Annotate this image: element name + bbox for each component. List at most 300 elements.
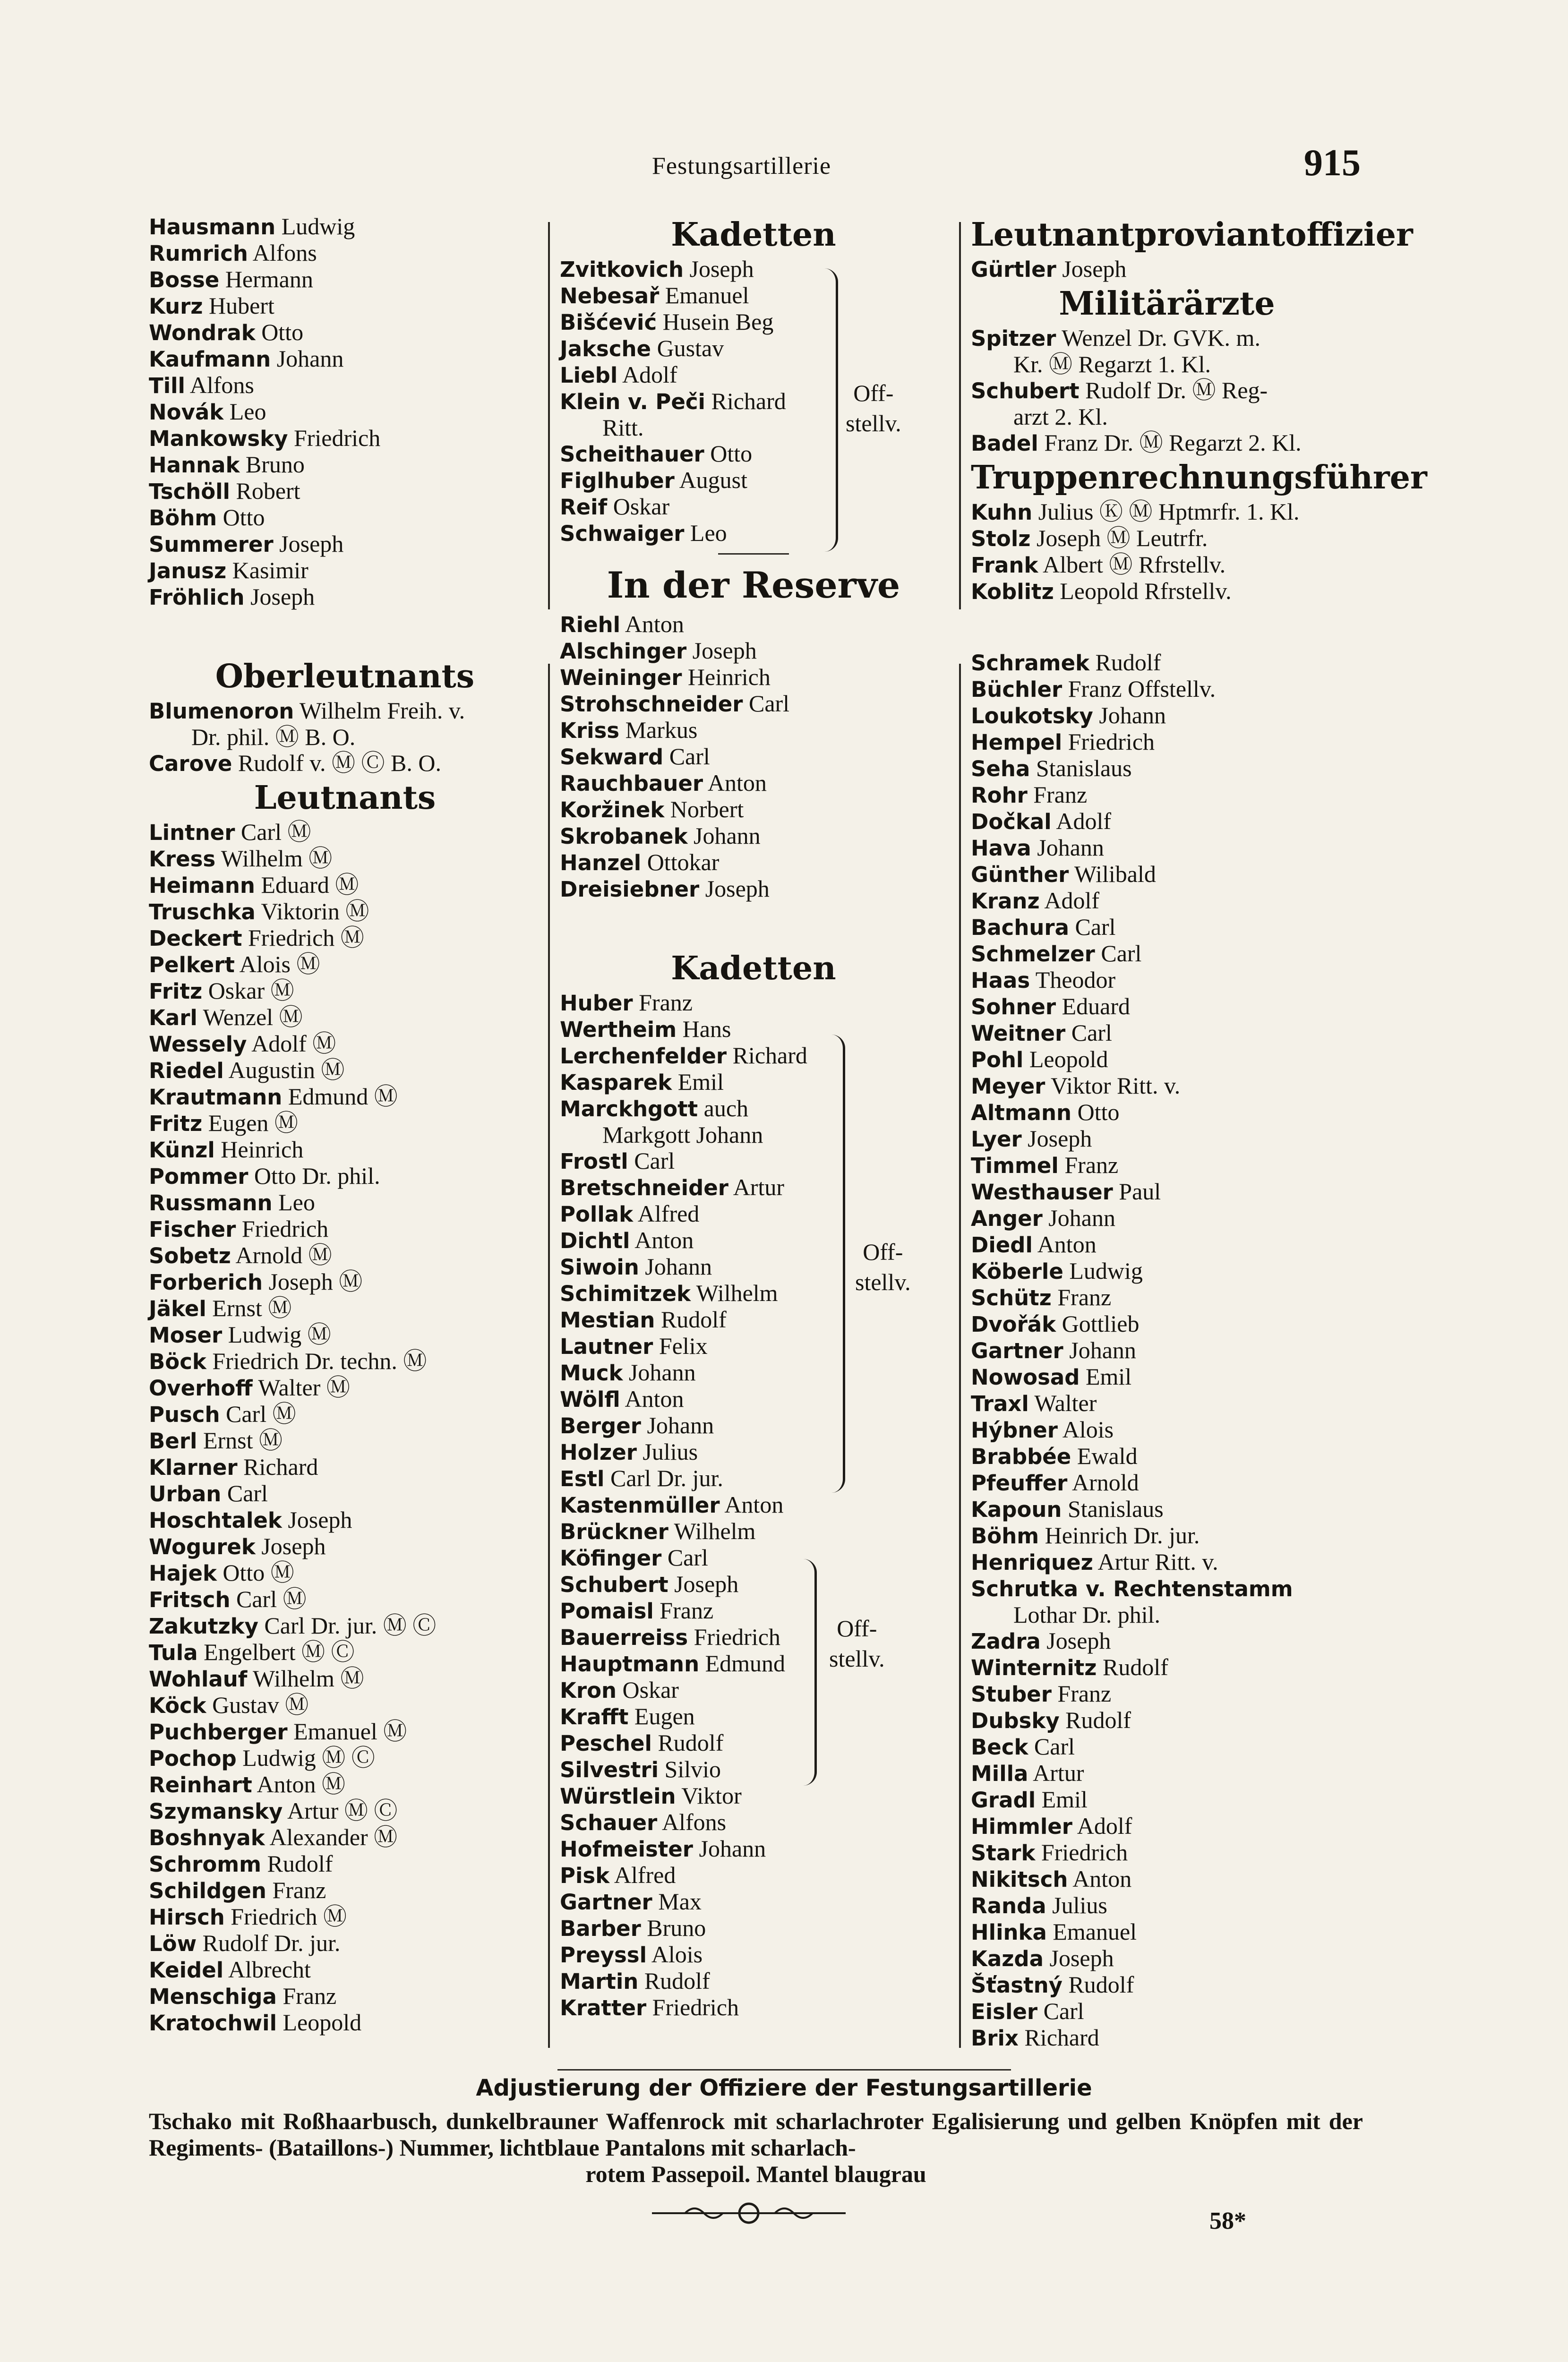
given-name-and-notes: Augustin Ⓜ [228,1057,345,1083]
list-item [560,1016,947,1043]
list-item [971,1919,1363,1945]
surname: Fritz [149,979,203,1004]
surname: Pisk [560,1863,610,1888]
surname: Haas [971,968,1030,993]
surname: Reif [560,495,608,520]
given-name-and-notes: Wilhelm [674,1518,756,1544]
surname: Reinhart [149,1772,252,1797]
section-heading-oberleutnants: Oberleutnants [215,658,475,695]
given-name-and-notes: Carl [667,1544,708,1571]
surname: Bosse [149,267,220,292]
list-item [971,1364,1363,1390]
surname: Lerchenfelder [560,1044,727,1069]
given-name-and-notes: Rudolf [1065,1707,1131,1733]
list-item [971,1258,1363,1284]
bracket-label-3: Off- stellv. [829,1615,885,1672]
given-name-and-notes: Joseph [250,583,315,610]
list-item [149,1639,541,1666]
given-name-and-notes: Anton [625,611,684,637]
list-item [971,430,1363,456]
list-item [560,849,947,876]
surname: Barber [560,1916,641,1941]
list-item [149,951,541,978]
list-item [149,425,541,452]
surname: Himmler [971,1814,1073,1839]
list-item [560,1889,947,1915]
surname: Schauer [560,1810,658,1835]
list-item [971,1549,1363,1575]
given-name-and-notes: Ludwig [281,213,355,240]
surname: Pelkert [149,952,235,977]
list-item [560,1730,947,1756]
given-name-and-notes: Engelbert Ⓜ Ⓒ [204,1639,355,1665]
surname: Hajek [149,1561,217,1586]
surname: Rohr [971,783,1028,808]
given-name-and-notes: Wilhelm Freih. v. [299,697,465,724]
list-item [971,1337,1363,1364]
surname: Hlinka [971,1920,1047,1945]
list-item [971,888,1363,914]
list-item [971,1046,1363,1073]
leutnants-list [149,819,541,2036]
list-item [971,1390,1363,1417]
surname: Kazda [971,1946,1044,1971]
surname: Kratochwil [149,2011,277,2036]
list-item [149,872,541,899]
given-name-and-notes: Viktor [681,1782,742,1809]
given-name-and-notes: Alfons [189,372,254,398]
list-item [149,1031,541,1057]
given-name-and-notes: Julius [1052,1892,1107,1918]
list-item [149,1137,541,1163]
list-item [971,861,1363,888]
surname: Tschöll [149,479,230,504]
surname: Strohschneider [560,692,743,717]
surname: Wogurek [149,1534,256,1559]
section-heading-reserve: In der Reserve [607,564,900,606]
list-item [560,1994,947,2021]
column-2 [560,214,947,2021]
surname: Hanzel [560,850,642,875]
given-name-and-notes: Friedrich [694,1624,780,1650]
given-name-and-notes: Adolf Ⓜ [251,1030,336,1057]
surname: Kress [149,847,216,872]
given-name-and-notes: Emil [677,1069,724,1095]
surname: Böck [149,1349,206,1374]
list-item [149,925,541,951]
given-name-and-notes: Ewald [1077,1443,1138,1469]
given-name-and-notes: Carl Ⓜ [240,819,311,845]
given-name-and-notes: Richard [732,1042,807,1069]
given-name-and-notes: Leo [229,398,266,425]
surname: Badel [971,431,1038,456]
given-name-and-notes: Franz [272,1877,326,1903]
list-item [971,404,1363,430]
surname: Weininger [560,665,682,690]
given-name-and-notes: Kr. Ⓜ Regarzt 1. Kl. [1013,351,1211,377]
list-item [971,808,1363,835]
given-name-and-notes: Anton [1037,1231,1097,1258]
list-item [149,1454,541,1481]
surname: Künzl [149,1138,215,1163]
surname: Eisler [971,1999,1038,2024]
section-heading-leutnants: Leutnants [254,779,436,817]
list-item [560,1942,947,1968]
surname: Köck [149,1693,206,1718]
hauptleute-list [149,214,541,610]
given-name-and-notes: Johann [1069,1337,1136,1363]
surname: Randa [971,1893,1046,1918]
surname: Pomaisl [560,1599,654,1624]
given-name-and-notes: Friedrich [1068,728,1155,755]
given-name-and-notes: Joseph [689,256,754,282]
given-name-and-notes: Friedrich [293,425,381,451]
bracket-label-1: Off- stellv. [846,380,901,436]
surname: Traxl [971,1391,1029,1416]
list-item [560,1386,947,1412]
list-item [560,1201,947,1227]
given-name-and-notes: Gottlieb [1062,1310,1140,1337]
given-name-and-notes: Albrecht [228,1956,311,1983]
kadetten-reserve-list [560,990,947,2021]
given-name-and-notes: Franz [283,1983,337,2009]
surname: Nebesař [560,283,660,308]
given-name-and-notes: Ludwig [1069,1258,1143,1284]
surname: Gartner [560,1890,652,1915]
list-item [560,664,947,691]
list-item [971,1840,1363,1866]
surname: Wertheim [560,1017,677,1042]
given-name-and-notes: Hubert [209,292,274,319]
given-name-and-notes: Richard [711,388,786,414]
list-item [971,650,1363,676]
given-name-and-notes: Carl [1034,1733,1075,1760]
given-name-and-notes: Franz [639,989,693,1016]
list-item [971,755,1363,782]
surname: Fischer [149,1217,236,1242]
surname: Menschiga [149,1984,277,2009]
list-item [560,1624,947,1651]
given-name-and-notes: Oskar [622,1677,679,1703]
given-name-and-notes: Arnold [1072,1469,1139,1496]
surname: Pusch [149,1402,220,1427]
surname: Karl [149,1005,197,1030]
list-item [971,702,1363,729]
surname: Brix [971,2026,1019,2051]
list-item [149,1269,541,1295]
surname: Loukotsky [971,703,1093,728]
footer-title: Adjustierung der Offiziere der Festungsartillerie [476,2075,1092,2101]
given-name-and-notes: Rudolf [267,1850,333,1877]
surname: Hoschtalek [149,1508,282,1533]
given-name-and-notes: Friedrich [652,1994,739,2020]
list-item [149,1348,541,1375]
surname: Stuber [971,1682,1052,1707]
surname: Kranz [971,889,1040,914]
surname: Wölfl [560,1387,620,1412]
list-item [560,876,947,902]
given-name-and-notes: Markgott Johann [602,1121,763,1148]
list-item [149,214,541,240]
list-item [149,1851,541,1877]
given-name-and-notes: Kasimir [232,557,308,583]
list-item [971,1813,1363,1840]
given-name-and-notes: Felix [659,1333,708,1359]
list-item [560,1492,947,1518]
given-name-and-notes: Carl [227,1480,268,1506]
given-name-and-notes: Walter [1034,1390,1097,1416]
list-item [149,1375,541,1401]
given-name-and-notes: Franz Dr. Ⓜ Regarzt 2. Kl. [1044,429,1302,456]
list-item [971,351,1363,377]
given-name-and-notes: Franz [1057,1284,1112,1310]
running-header: Festungsartillerie [652,153,831,180]
list-item [971,1681,1363,1707]
proviant-list [971,256,1363,282]
list-item [971,525,1363,552]
surname: Schubert [971,378,1080,403]
surname: Sobetz [149,1243,231,1268]
surname: Fritsch [149,1587,231,1612]
given-name-and-notes: Otto [261,319,304,345]
list-item [560,1677,947,1703]
surname: Zakutzky [149,1614,258,1639]
given-name-and-notes: Emil [1041,1786,1088,1813]
given-name-and-notes: Adolf [622,361,677,388]
given-name-and-notes: Hermann [225,266,313,292]
given-name-and-notes: Lothar Dr. phil. [1013,1601,1161,1628]
list-item [560,691,947,717]
given-name-and-notes: Carl [748,690,790,717]
surname: Frank [971,553,1038,578]
surname: Koblitz [971,579,1054,604]
list-item [560,990,947,1016]
list-item [560,1571,947,1598]
list-item [149,1666,541,1692]
list-item [971,1126,1363,1152]
surname: Blumenoron [149,699,294,724]
list-item [149,1481,541,1507]
surname: Kratter [560,1995,647,2020]
surname: Gradl [971,1788,1036,1813]
list-item [971,1945,1363,1972]
surname: Schmelzer [971,941,1095,967]
surname: Heimann [149,873,255,898]
given-name-and-notes: Otto [710,440,753,467]
given-name-and-notes: Viktor Ritt. v. [1050,1072,1181,1099]
list-item [149,724,541,750]
list-item [560,1651,947,1677]
given-name-and-notes: Rudolf [658,1729,724,1756]
surname: Böhm [149,505,217,531]
list-item [149,1560,541,1586]
list-item [149,1719,541,1745]
list-item [560,335,947,362]
list-item [149,372,541,399]
given-name-and-notes: Otto Dr. phil. [254,1163,380,1189]
surname: Kaufmann [149,347,271,372]
given-name-and-notes: Anton [724,1491,784,1518]
surname: Schütz [971,1285,1052,1310]
given-name-and-notes: Joseph [1028,1125,1092,1152]
list-item [971,1152,1363,1179]
given-name-and-notes: Rudolf [1068,1971,1134,1998]
list-item [149,1242,541,1269]
given-name-and-notes: Silvio [664,1756,721,1782]
given-name-and-notes: Joseph [261,1533,326,1559]
given-name-and-notes: Otto Ⓜ [223,1559,294,1586]
given-name-and-notes: Alois Ⓜ [239,951,320,977]
given-name-and-notes: Franz [1057,1680,1112,1707]
list-item [149,1533,541,1560]
list-item [149,1507,541,1533]
given-name-and-notes: Norbert [670,796,744,822]
surname: Liebl [560,363,618,388]
given-name-and-notes: Anton [634,1227,694,1253]
surname: Winternitz [971,1655,1097,1680]
list-item [560,1439,947,1465]
footer-text-last: rotem Passepoil. Mantel blaugrau [585,2161,926,2187]
surname: Büchler [971,677,1062,702]
surname: Würstlein [560,1784,676,1809]
surname: Hofmeister [560,1837,693,1862]
given-name-and-notes: Gustav Ⓜ [212,1692,309,1718]
surname: Kastenmüller [560,1493,720,1518]
surname: Pochop [149,1746,237,1771]
surname: Löw [149,1931,197,1956]
given-name-and-notes: Alois [651,1941,703,1968]
surname: Bišćević [560,310,657,335]
given-name-and-notes: Edmund [705,1650,786,1677]
surname: Stark [971,1840,1036,1866]
given-name-and-notes: Joseph [279,531,344,557]
surname: Lyer [971,1127,1022,1152]
list-item [149,1084,541,1110]
surname: Schildgen [149,1878,266,1903]
given-name-and-notes: Leopold [283,2009,362,2036]
surname: Schwaiger [560,521,685,546]
given-name-and-notes: Leo [278,1189,315,1215]
given-name-and-notes: Wilhelm Ⓜ [253,1665,364,1692]
given-name-and-notes: Johann [1037,834,1104,861]
list-item [971,676,1363,702]
reserve-list [560,611,947,902]
surname: Mestian [560,1308,655,1333]
list-item [971,1972,1363,1998]
list-item [149,478,541,505]
given-name-and-notes: Markus [625,717,698,743]
list-item [971,1787,1363,1813]
surname: Estl [560,1466,605,1491]
list-item [971,1523,1363,1549]
list-item [560,1545,947,1571]
surname: Günther [971,862,1069,887]
given-name-and-notes: Leopold [1029,1046,1108,1072]
surname: Milla [971,1761,1028,1786]
list-item [971,1417,1363,1443]
surname: Klarner [149,1455,238,1480]
surname: Rumrich [149,241,248,266]
list-item [149,1216,541,1242]
surname: Henriquez [971,1550,1093,1575]
list-item [971,993,1363,1020]
surname: Janusz [149,558,227,583]
surname: Kasparek [560,1070,672,1095]
surname: Wondrak [149,320,256,345]
surname: Weitner [971,1021,1066,1046]
given-name-and-notes: Adolf [1044,887,1100,914]
surname: Zvitkovich [560,257,684,282]
given-name-and-notes: Johann [276,345,344,372]
given-name-and-notes: Carl [1071,1019,1112,1046]
surname: Altmann [971,1100,1072,1125]
list-item [971,1099,1363,1126]
surname: Keidel [149,1958,224,1983]
list-item [560,1174,947,1201]
given-name-and-notes: Theodor [1035,967,1116,993]
given-name-and-notes: Emanuel [665,282,749,308]
given-name-and-notes: Carl [1075,914,1116,940]
given-name-and-notes: Rudolf [1095,649,1161,676]
column-1 [149,214,541,2036]
list-item [149,1613,541,1639]
surname: Carove [149,751,232,776]
given-name-and-notes: Otto [1077,1099,1120,1125]
surname: Berl [149,1429,197,1454]
column-divider-left-lower [548,664,550,2048]
given-name-and-notes: Robert [236,478,300,504]
list-item [560,441,947,467]
surname: Jaksche [560,336,651,361]
list-item [560,1412,947,1439]
surname: Wessely [149,1032,247,1057]
surname: Riedel [149,1058,224,1083]
column-3 [971,214,1427,2051]
given-name-and-notes: Alfons [662,1809,727,1835]
surname: Gürtler [971,257,1056,282]
surname: Riehl [560,612,621,637]
surname: Siwoin [560,1255,639,1280]
given-name-and-notes: Viktorin Ⓜ [261,898,369,924]
list-item [149,1798,541,1824]
list-item [149,1428,541,1454]
surname: Pollak [560,1202,634,1227]
surname: Schrutka v. Rechtenstamm [971,1576,1293,1601]
list-item [971,256,1363,282]
given-name-and-notes: Rudolf [644,1968,710,1994]
list-item [560,1756,947,1783]
bracket-offstellv-1 [824,268,838,552]
given-name-and-notes: Carl Dr. jur. [610,1465,723,1491]
given-name-and-notes: Joseph [288,1506,352,1533]
list-item [149,1110,541,1137]
list-item [149,978,541,1004]
given-name-and-notes: Rudolf v. Ⓜ Ⓒ B. O. [238,750,441,776]
list-item [971,729,1363,755]
list-item [971,1998,1363,2025]
given-name-and-notes: Hans [682,1016,731,1042]
given-name-and-notes: Johann [1099,702,1166,728]
given-name-and-notes: Joseph [1049,1945,1114,1971]
given-name-and-notes: Anton [625,1386,684,1412]
surname: Böhm [971,1523,1039,1549]
surname: Hauptmann [560,1652,700,1677]
list-item [560,1968,947,1994]
list-item [971,1311,1363,1337]
surname: Wohlauf [149,1667,248,1692]
list-item [149,1295,541,1322]
surname: Till [149,373,185,398]
